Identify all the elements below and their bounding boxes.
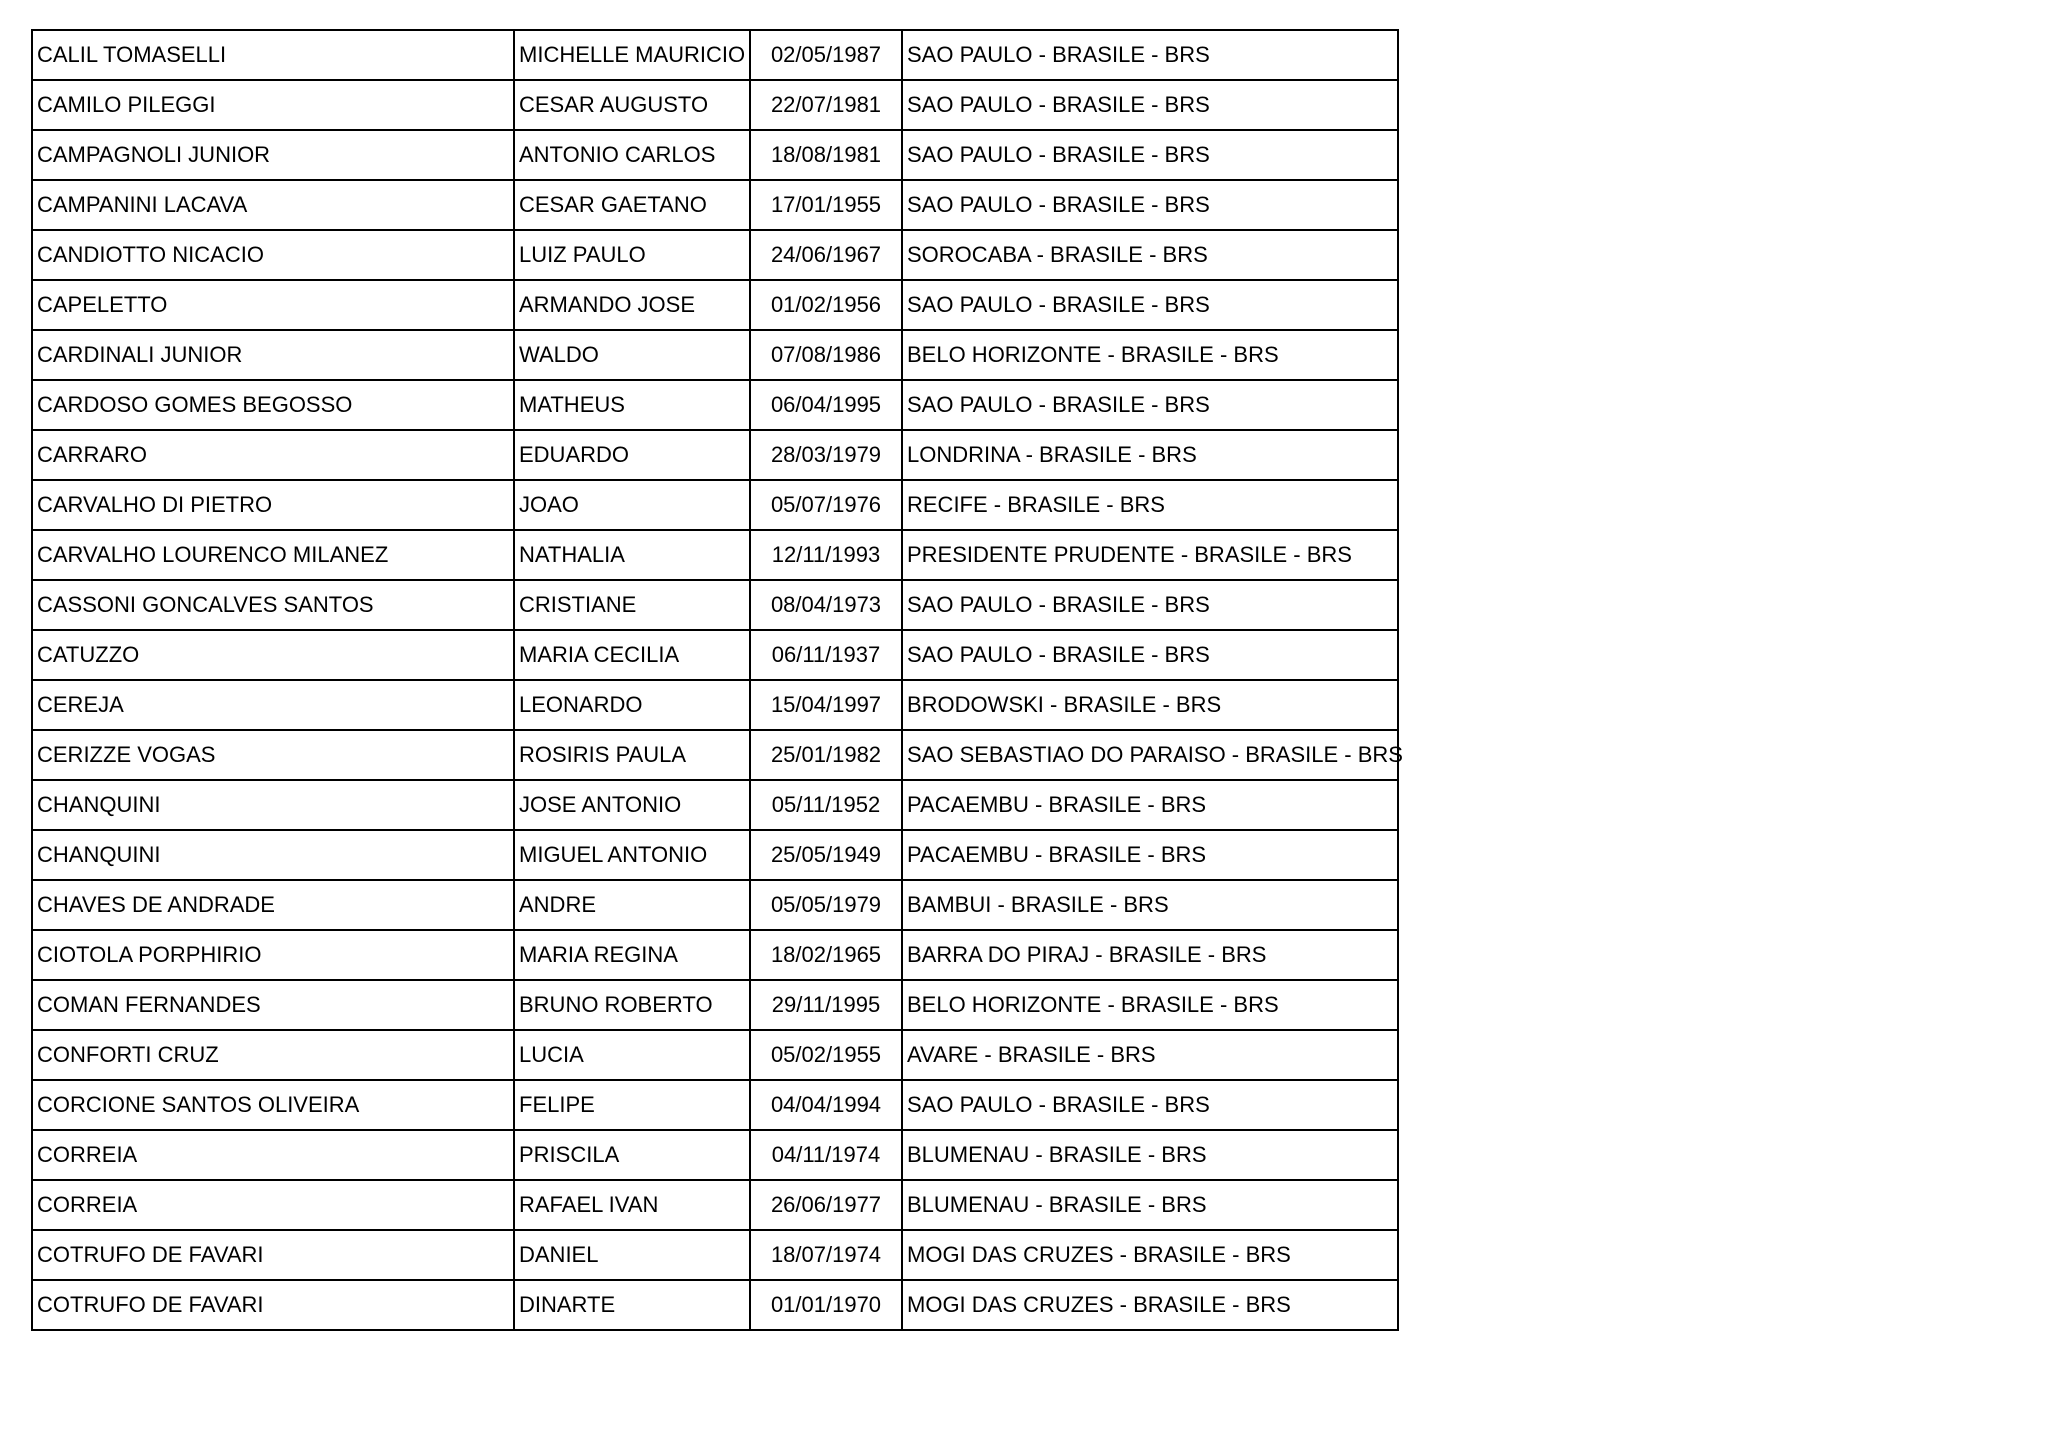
birth-date-cell: 18/07/1974 [750, 1230, 902, 1280]
table-row [32, 430, 1398, 480]
given-name-cell: ANDRE [514, 880, 750, 930]
table-row [32, 630, 1398, 680]
birth-date-cell: 01/02/1956 [750, 280, 902, 330]
birth-date-cell: 29/11/1995 [750, 980, 902, 1030]
table-row [32, 30, 1398, 80]
given-name-cell: DANIEL [514, 1230, 750, 1280]
given-name-cell: PRISCILA [514, 1130, 750, 1180]
birth-place-cell: SAO SEBASTIAO DO PARAISO - BRASILE - BRS [902, 730, 1398, 780]
birth-date-cell: 02/05/1987 [750, 30, 902, 80]
surname-cell: CARVALHO DI PIETRO [32, 480, 514, 530]
birth-date-cell: 26/06/1977 [750, 1180, 902, 1230]
table-row [32, 780, 1398, 830]
birth-date-cell: 04/11/1974 [750, 1130, 902, 1180]
birth-date-cell: 05/07/1976 [750, 480, 902, 530]
table-row [32, 880, 1398, 930]
surname-cell: CARDOSO GOMES BEGOSSO [32, 380, 514, 430]
birth-date-cell: 28/03/1979 [750, 430, 902, 480]
birth-place-cell: PACAEMBU - BRASILE - BRS [902, 830, 1398, 880]
surname-cell: CIOTOLA PORPHIRIO [32, 930, 514, 980]
birth-place-cell: BARRA DO PIRAJ - BRASILE - BRS [902, 930, 1398, 980]
table-row [32, 930, 1398, 980]
table-row [32, 330, 1398, 380]
surname-cell: CHANQUINI [32, 780, 514, 830]
birth-date-cell: 24/06/1967 [750, 230, 902, 280]
birth-place-cell: SAO PAULO - BRASILE - BRS [902, 280, 1398, 330]
given-name-cell: MIGUEL ANTONIO [514, 830, 750, 880]
given-name-cell: NATHALIA [514, 530, 750, 580]
birth-place-cell: SAO PAULO - BRASILE - BRS [902, 630, 1398, 680]
birth-place-cell: SAO PAULO - BRASILE - BRS [902, 30, 1398, 80]
birth-date-cell: 05/02/1955 [750, 1030, 902, 1080]
birth-place-cell: SAO PAULO - BRASILE - BRS [902, 1080, 1398, 1130]
surname-cell: CAMPANINI LACAVA [32, 180, 514, 230]
birth-date-cell: 12/11/1993 [750, 530, 902, 580]
surname-cell: CORREIA [32, 1130, 514, 1180]
given-name-cell: BRUNO ROBERTO [514, 980, 750, 1030]
birth-date-cell: 25/05/1949 [750, 830, 902, 880]
birth-place-cell: SAO PAULO - BRASILE - BRS [902, 580, 1398, 630]
birth-place-cell: SAO PAULO - BRASILE - BRS [902, 380, 1398, 430]
table-row [32, 230, 1398, 280]
birth-place-cell: SAO PAULO - BRASILE - BRS [902, 80, 1398, 130]
birth-place-cell: BELO HORIZONTE - BRASILE - BRS [902, 980, 1398, 1030]
birth-date-cell: 07/08/1986 [750, 330, 902, 380]
table-row [32, 530, 1398, 580]
surname-cell: COMAN FERNANDES [32, 980, 514, 1030]
surname-cell: CORCIONE SANTOS OLIVEIRA [32, 1080, 514, 1130]
table-row [32, 580, 1398, 630]
given-name-cell: JOAO [514, 480, 750, 530]
given-name-cell: MARIA REGINA [514, 930, 750, 980]
birth-place-cell: SAO PAULO - BRASILE - BRS [902, 180, 1398, 230]
birth-place-cell: PACAEMBU - BRASILE - BRS [902, 780, 1398, 830]
given-name-cell: ROSIRIS PAULA [514, 730, 750, 780]
table-row [32, 1130, 1398, 1180]
table-row [32, 380, 1398, 430]
given-name-cell: MICHELLE MAURICIO [514, 30, 750, 80]
surname-cell: CEREJA [32, 680, 514, 730]
table-row [32, 1230, 1398, 1280]
surname-cell: CARRARO [32, 430, 514, 480]
given-name-cell: WALDO [514, 330, 750, 380]
birth-date-cell: 25/01/1982 [750, 730, 902, 780]
birth-place-cell: SAO PAULO - BRASILE - BRS [902, 130, 1398, 180]
birth-place-cell: MOGI DAS CRUZES - BRASILE - BRS [902, 1280, 1398, 1330]
given-name-cell: CRISTIANE [514, 580, 750, 630]
given-name-cell: ARMANDO JOSE [514, 280, 750, 330]
birth-place-cell: RECIFE - BRASILE - BRS [902, 480, 1398, 530]
record-table-body [32, 30, 1403, 1330]
table-row [32, 730, 1398, 780]
birth-date-cell: 06/04/1995 [750, 380, 902, 430]
given-name-cell: FELIPE [514, 1080, 750, 1130]
surname-cell: CONFORTI CRUZ [32, 1030, 514, 1080]
surname-cell: CARVALHO LOURENCO MILANEZ [32, 530, 514, 580]
birth-date-cell: 06/11/1937 [750, 630, 902, 680]
record-table [31, 29, 1403, 1331]
birth-place-cell: PRESIDENTE PRUDENTE - BRASILE - BRS [902, 530, 1398, 580]
table-row [32, 130, 1398, 180]
table-row [32, 1180, 1398, 1230]
birth-place-cell: BAMBUI - BRASILE - BRS [902, 880, 1398, 930]
table-row [32, 1080, 1398, 1130]
birth-date-cell: 22/07/1981 [750, 80, 902, 130]
birth-date-cell: 15/04/1997 [750, 680, 902, 730]
surname-cell: CHAVES DE ANDRADE [32, 880, 514, 930]
birth-date-cell: 04/04/1994 [750, 1080, 902, 1130]
birth-date-cell: 17/01/1955 [750, 180, 902, 230]
surname-cell: CANDIOTTO NICACIO [32, 230, 514, 280]
surname-cell: COTRUFO DE FAVARI [32, 1280, 514, 1330]
given-name-cell: LUIZ PAULO [514, 230, 750, 280]
table-row [32, 180, 1398, 230]
birth-place-cell: BLUMENAU - BRASILE - BRS [902, 1180, 1398, 1230]
surname-cell: CAMPAGNOLI JUNIOR [32, 130, 514, 180]
given-name-cell: DINARTE [514, 1280, 750, 1330]
given-name-cell: JOSE ANTONIO [514, 780, 750, 830]
given-name-cell: CESAR AUGUSTO [514, 80, 750, 130]
surname-cell: CATUZZO [32, 630, 514, 680]
birth-place-cell: SOROCABA - BRASILE - BRS [902, 230, 1398, 280]
surname-cell: COTRUFO DE FAVARI [32, 1230, 514, 1280]
given-name-cell: MATHEUS [514, 380, 750, 430]
given-name-cell: MARIA CECILIA [514, 630, 750, 680]
birth-date-cell: 01/01/1970 [750, 1280, 902, 1330]
surname-cell: CAMILO PILEGGI [32, 80, 514, 130]
given-name-cell: CESAR GAETANO [514, 180, 750, 230]
birth-place-cell: BELO HORIZONTE - BRASILE - BRS [902, 330, 1398, 380]
birth-date-cell: 05/05/1979 [750, 880, 902, 930]
table-row [32, 830, 1398, 880]
birth-place-cell: BLUMENAU - BRASILE - BRS [902, 1130, 1398, 1180]
surname-cell: CHANQUINI [32, 830, 514, 880]
birth-date-cell: 18/02/1965 [750, 930, 902, 980]
birth-place-cell: MOGI DAS CRUZES - BRASILE - BRS [902, 1230, 1398, 1280]
surname-cell: CORREIA [32, 1180, 514, 1230]
surname-cell: CAPELETTO [32, 280, 514, 330]
table-row [32, 1280, 1398, 1330]
table-row [32, 480, 1398, 530]
birth-place-cell: BRODOWSKI - BRASILE - BRS [902, 680, 1398, 730]
surname-cell: CARDINALI JUNIOR [32, 330, 514, 380]
birth-date-cell: 18/08/1981 [750, 130, 902, 180]
birth-place-cell: AVARE - BRASILE - BRS [902, 1030, 1398, 1080]
table-row [32, 1030, 1398, 1080]
surname-cell: CASSONI GONCALVES SANTOS [32, 580, 514, 630]
table-row [32, 80, 1398, 130]
surname-cell: CALIL TOMASELLI [32, 30, 514, 80]
birth-date-cell: 08/04/1973 [750, 580, 902, 630]
given-name-cell: EDUARDO [514, 430, 750, 480]
given-name-cell: RAFAEL IVAN [514, 1180, 750, 1230]
given-name-cell: ANTONIO CARLOS [514, 130, 750, 180]
table-row [32, 280, 1398, 330]
birth-place-cell: LONDRINA - BRASILE - BRS [902, 430, 1398, 480]
given-name-cell: LUCIA [514, 1030, 750, 1080]
given-name-cell: LEONARDO [514, 680, 750, 730]
table-row [32, 680, 1398, 730]
birth-date-cell: 05/11/1952 [750, 780, 902, 830]
table-row [32, 980, 1398, 1030]
surname-cell: CERIZZE VOGAS [32, 730, 514, 780]
